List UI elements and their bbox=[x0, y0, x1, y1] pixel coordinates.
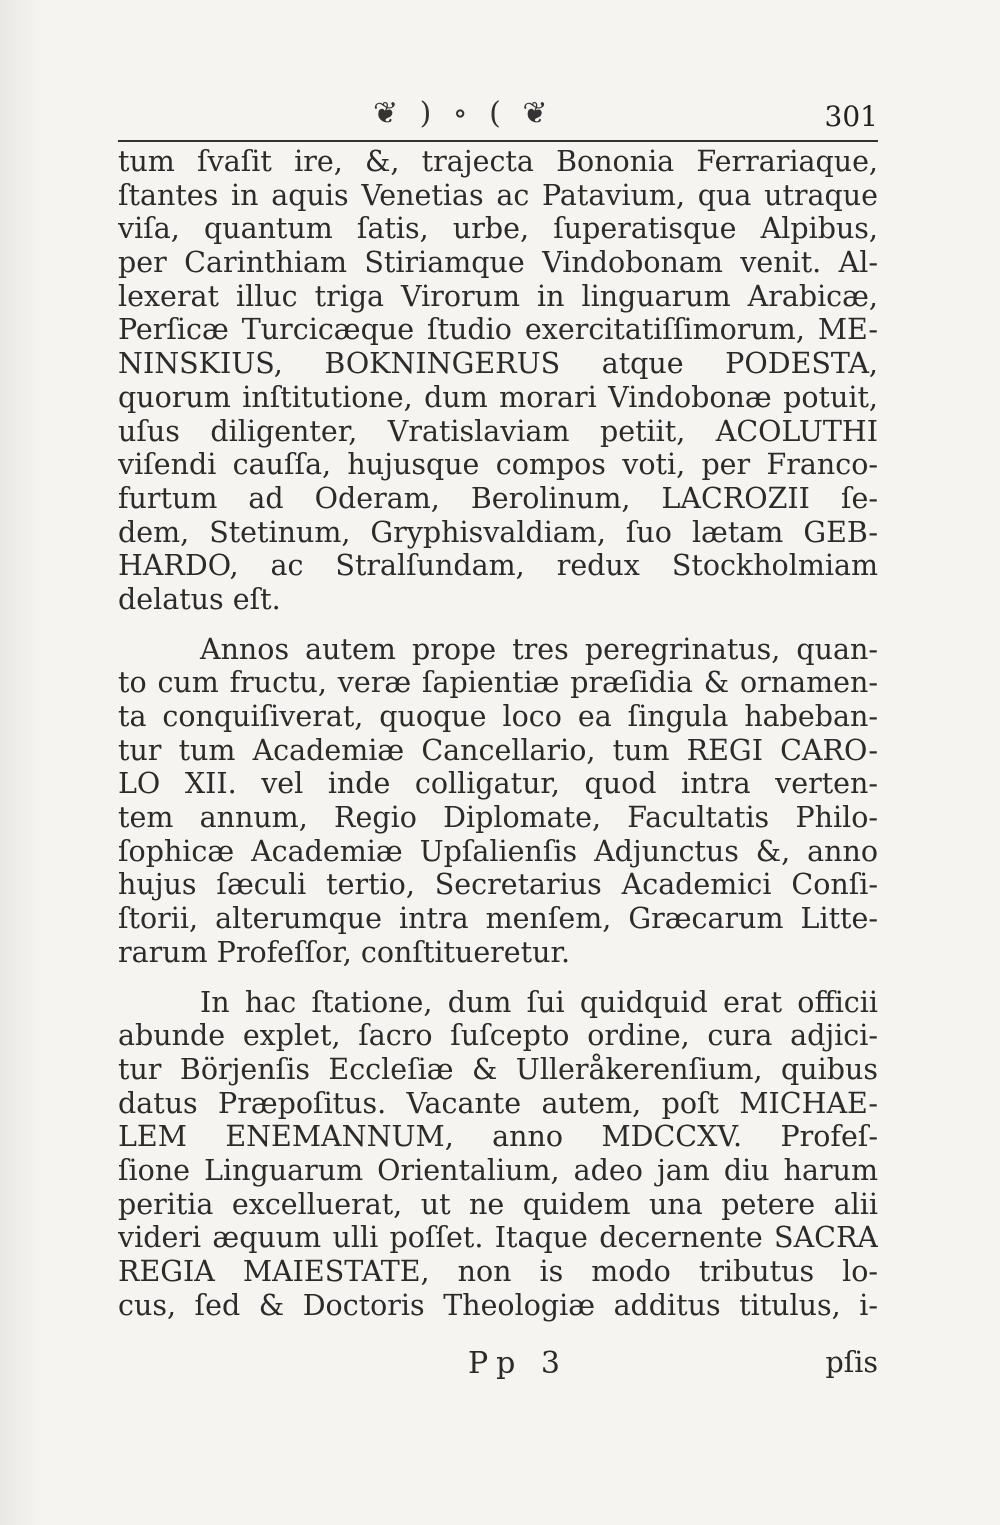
paragraph-gap bbox=[118, 617, 878, 633]
text-line: tum ſvaſit ire, &, trajecta Bononia Ferrariaque, bbox=[118, 145, 878, 178]
text-line: viſa, quantum ſatis, urbe, ſuperatisque Alpibus, bbox=[118, 212, 878, 246]
paragraph-gap bbox=[118, 970, 878, 986]
header-rule bbox=[118, 140, 878, 142]
text-line: tur tum Academiæ Cancellario, tum REGI CARO- bbox=[118, 733, 878, 767]
text-line: per Carinthiam Stiriamque Vindobonam venit. Al- bbox=[118, 246, 878, 280]
text-line: uſus diligenter, Vratislaviam petiit, ACOLUTHI bbox=[118, 414, 878, 448]
signature-mark: Pp 3 bbox=[468, 1346, 569, 1381]
text-line: ſtorii, alterumque intra menſem, Græcarum Litte- bbox=[118, 902, 878, 936]
text-line: cus, ſed & Doctoris Theologiæ additus titulus, i- bbox=[118, 1288, 878, 1322]
text-line: videri æquum ulli poſſet. Itaque decernente SACRA bbox=[118, 1221, 878, 1255]
text-line: In hac ſtatione, dum ſui quidquid erat officii bbox=[200, 985, 878, 1019]
catchword: pſis bbox=[825, 1346, 878, 1379]
paragraph-3 bbox=[118, 986, 878, 1323]
text-line: furtum ad Oderam, Berolinum, LACROZII ſe- bbox=[118, 481, 878, 515]
text-line: tur Börjenſis Eccleſiæ & Ulleråkerenſium, quibus bbox=[118, 1052, 878, 1086]
text-line: lexerat illuc triga Virorum in linguarum Arabicæ, bbox=[118, 279, 878, 313]
paragraph-1 bbox=[118, 145, 878, 617]
text-line: hujus ſæculi tertio, Secretarius Academici Conſi- bbox=[118, 868, 878, 902]
text-line: to cum fructu, veræ ſapientiæ præſidia & ornamen- bbox=[118, 666, 878, 700]
text-line: NINSKIUS, BOKNINGERUS atque PODESTA, bbox=[118, 347, 878, 381]
text-line: ta conquiſiverat, quoque loco ea ſingula habeban- bbox=[118, 700, 878, 733]
text-line: LEM ENEMANNUM, anno MDCCXV. Profeſ- bbox=[118, 1120, 878, 1154]
text-line: quorum inſtitutione, dum morari Vindobonæ potuit, bbox=[118, 380, 878, 414]
page-number: 301 bbox=[824, 100, 878, 133]
text-line: peritia excelluerat, ut ne quidem una petere alii bbox=[118, 1187, 878, 1221]
text-line: HARDO, ac Stralſundam, redux Stockholmiam bbox=[118, 549, 878, 583]
header-ornament: ❦ ) ∘ ( ❦ bbox=[373, 96, 554, 131]
text-line: ſtantes in aquis Venetias ac Patavium, qua utraque bbox=[118, 178, 878, 212]
text-line: tem annum, Regio Diplomate, Facultatis Philo- bbox=[118, 801, 878, 835]
text-line: rarum Profeſſor, conſtitueretur. bbox=[118, 935, 571, 969]
text-line: ſione Linguarum Orientalium, adeo jam diu harum bbox=[118, 1153, 878, 1187]
page-footer bbox=[118, 1346, 878, 1386]
text-line: Annos autem prope tres peregrinatus, quan- bbox=[200, 632, 878, 666]
text-line: Perſicæ Turcicæque ſtudio exercitatiſſimorum, ME- bbox=[118, 313, 878, 347]
text-line: ſophicæ Academiæ Upſalienſis Adjunctus &, anno bbox=[118, 834, 878, 868]
paragraph-2 bbox=[118, 633, 878, 970]
text-line: dem, Stetinum, Gryphisvaldiam, ſuo lætam GEB- bbox=[118, 515, 878, 549]
text-line: viſendi cauſſa, hujusque compos voti, per Franco- bbox=[118, 448, 878, 482]
text-line: abunde explet, ſacro ſuſcepto ordine, cura adjici- bbox=[118, 1019, 878, 1053]
text-line: LO XII. vel inde colligatur, quod intra verten- bbox=[118, 767, 878, 801]
text-line: REGIA MAIESTATE, non is modo tributus lo- bbox=[118, 1255, 878, 1288]
text-line: delatus eſt. bbox=[118, 582, 281, 616]
body-text bbox=[118, 145, 878, 1322]
text-line: datus Præpoſitus. Vacante autem, poſt MICHAE- bbox=[118, 1086, 878, 1120]
running-header bbox=[118, 96, 878, 140]
